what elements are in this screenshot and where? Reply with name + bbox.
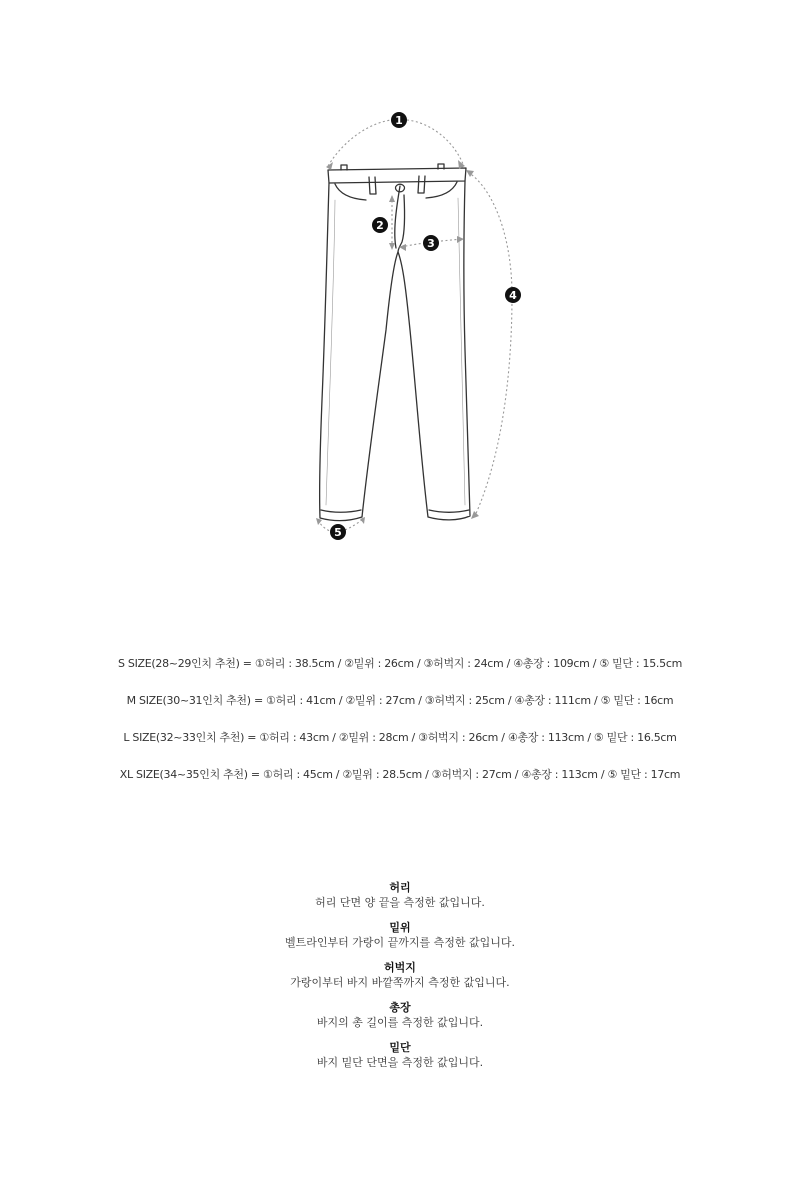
note-hem [0, 1040, 800, 1070]
note-thigh [0, 960, 800, 990]
size-row-m: M SIZE(30~31인치 추천) = ①허리 : 41cm / ②밑위 : 27cm / ③허벅지 : 25cm / ④총장 : 111cm / ⑤ 밑단 : 16cm [126, 694, 674, 707]
pants-outline [320, 164, 470, 521]
size-row-s: S SIZE(28~29인치 추천) = ①허리 : 38.5cm / ②밑위 : 26cm / ③허벅지 : 24cm / ④총장 : 109cm / ⑤ 밑단 : 15.5cm [118, 657, 682, 670]
note-rise-title: 밑위 [389, 921, 411, 934]
marker-5 [330, 524, 346, 540]
note-waist-desc: 허리 단면 양 끝을 측정한 값입니다. [315, 896, 485, 909]
marker-4 [505, 287, 521, 303]
note-thigh-title: 허벅지 [384, 961, 416, 974]
arrow-heads [316, 160, 479, 525]
note-thigh-desc: 가랑이부터 바지 바깥쪽까지 측정한 값입니다. [290, 976, 510, 989]
measurement-notes [0, 880, 800, 1080]
note-length [0, 1000, 800, 1030]
note-length-desc: 바지의 총 길이를 측정한 값입니다. [316, 1016, 484, 1029]
marker-3 [423, 235, 439, 251]
size-chart [0, 655, 800, 803]
marker-1 [391, 112, 407, 128]
note-length-title: 총장 [389, 1001, 411, 1014]
note-waist [0, 880, 800, 910]
marker-4-label: 4 [509, 289, 517, 302]
note-rise-desc: 벨트라인부터 가랑이 끝까지를 측정한 값입니다. [284, 936, 515, 949]
note-waist-title: 허리 [389, 881, 411, 894]
marker-2 [372, 217, 388, 233]
note-hem-title: 밑단 [389, 1041, 411, 1054]
size-row-xl: XL SIZE(34~35인치 추천) = ①허리 : 45cm / ②밑위 : 28.5cm / ③허벅지 : 27cm / ④총장 : 113cm / ⑤ 밑단 : 17cm [119, 768, 681, 781]
note-hem-desc: 바지 밑단 단면을 측정한 값입니다. [316, 1056, 484, 1069]
size-row-l: L SIZE(32~33인치 추천) = ①허리 : 43cm / ②밑위 : 28cm / ③허벅지 : 26cm / ④총장 : 113cm / ⑤ 밑단 : 16.5cm [123, 731, 677, 744]
marker-1-label: 1 [395, 114, 403, 127]
marker-2-label: 2 [376, 219, 384, 232]
note-rise [0, 920, 800, 950]
marker-3-label: 3 [427, 237, 435, 250]
marker-5-label: 5 [334, 526, 342, 539]
